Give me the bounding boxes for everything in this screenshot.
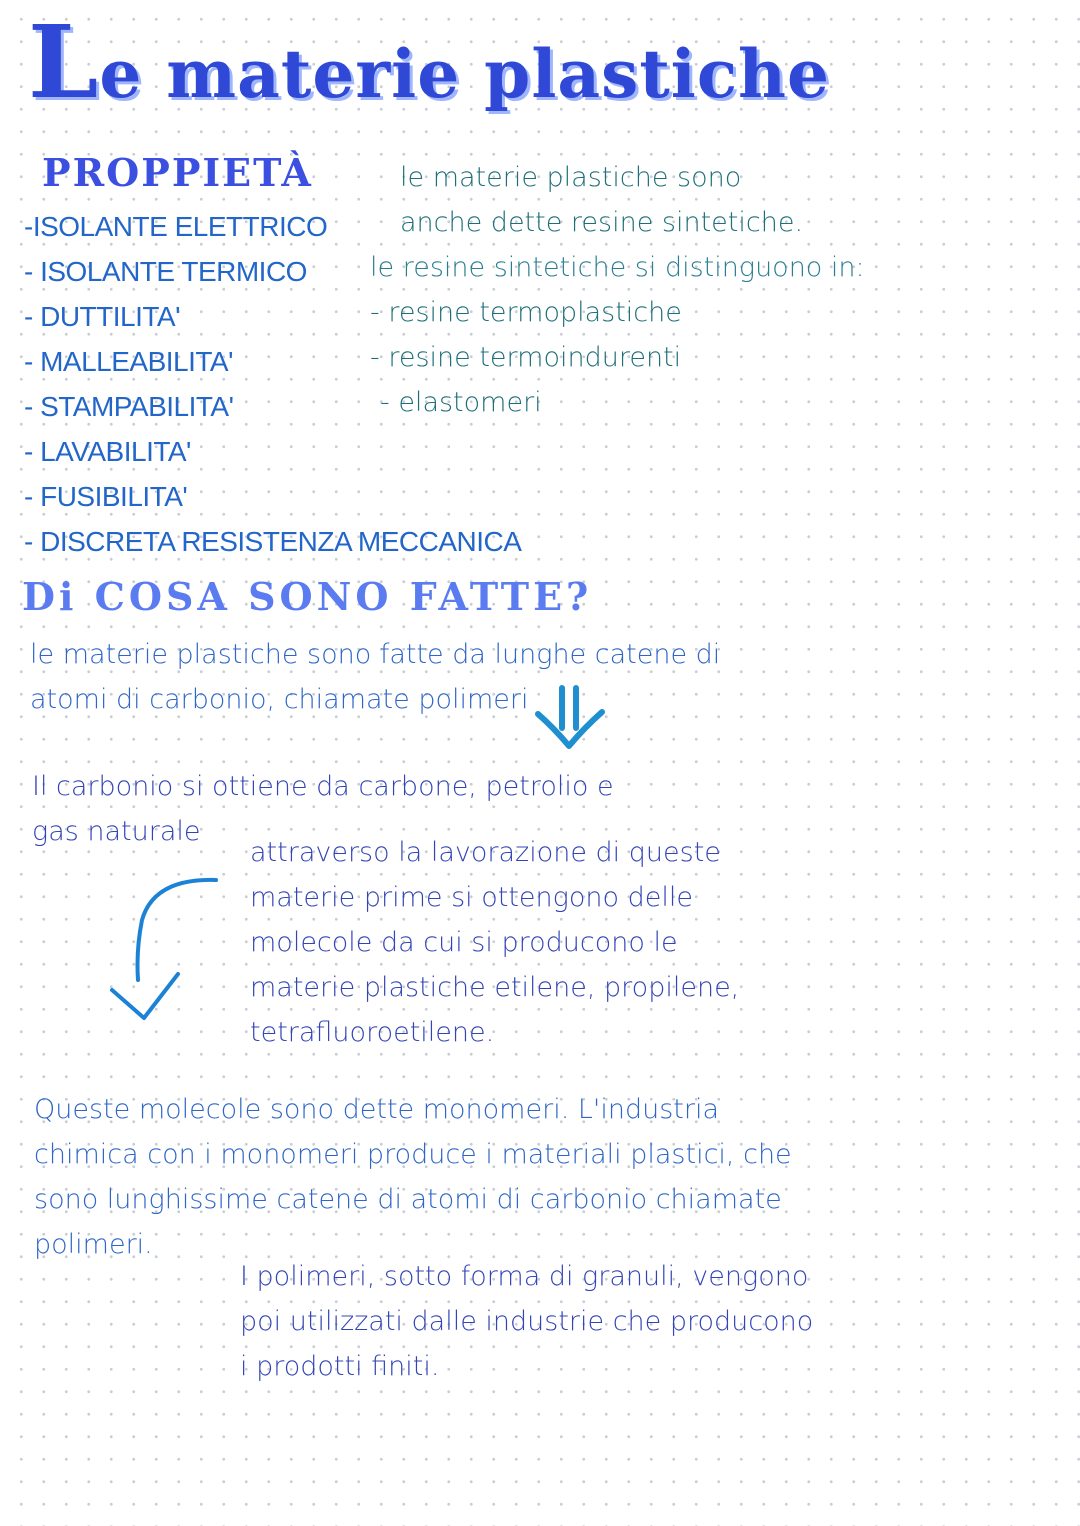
- composition-paragraph: [30, 632, 720, 722]
- text-line: Queste molecole sono dette monomeri. L'industria: [34, 1094, 719, 1125]
- text-line: attraverso la lavorazione di queste: [250, 837, 721, 868]
- text-line: le materie plastiche sono fatte da lunghe catene di: [30, 639, 721, 670]
- list-item: - FUSIBILITA': [24, 481, 188, 512]
- composition-heading: Di COSA SONO FATTE?: [22, 574, 593, 619]
- resins-distinguish: le resine sintetiche si distinguono in:: [370, 252, 865, 283]
- resin-type: - resine termoplastiche: [370, 297, 682, 328]
- properties-heading: PROPPIETÀ: [42, 150, 313, 195]
- text-line: tetrafluoroetilene.: [250, 1017, 495, 1048]
- text-line: gas naturale: [32, 816, 201, 847]
- text-line: poi utilizzati dalle industrie che producono: [240, 1306, 814, 1337]
- page-title: [28, 3, 831, 121]
- text-line: atomi di carbonio, chiamate polimeri: [30, 684, 529, 715]
- list-item: -ISOLANTE ELETTRICO: [24, 211, 328, 242]
- text-line: polimeri.: [34, 1229, 153, 1260]
- text-line: I polimeri, sotto forma di granuli, vengono: [240, 1261, 809, 1292]
- text-line: i prodotti finiti.: [240, 1351, 440, 1382]
- curved-arrow-icon: [104, 870, 224, 1030]
- resin-type: - elastomeri: [380, 387, 542, 418]
- text-line: sono lunghissime catene di atomi di carbonio chiamate: [34, 1184, 782, 1215]
- list-item: - ISOLANTE TERMICO: [24, 256, 307, 287]
- title-rest: e materie plastiche: [99, 35, 831, 113]
- text-line: molecole da cui si producono le: [250, 927, 678, 958]
- polymers-paragraph: [240, 1254, 813, 1389]
- processing-paragraph: [250, 830, 739, 1055]
- list-item: - DISCRETA RESISTENZA MECCANICA: [24, 526, 522, 557]
- title-initial: L: [28, 3, 100, 121]
- text-line: materie plastiche etilene, propilene,: [250, 972, 740, 1003]
- resins-block: [370, 155, 865, 425]
- list-item: - STAMPABILITA': [24, 391, 234, 422]
- text-line: Il carbonio si ottiene da carbone, petrolio e: [32, 771, 614, 802]
- resins-intro-line: anche dette resine sintetiche.: [400, 207, 804, 238]
- list-item: - DUTTILITA': [24, 301, 180, 332]
- text-line: chimica con i monomeri produce i materiali plastici, che: [34, 1139, 792, 1170]
- resins-intro-line: le materie plastiche sono: [400, 162, 742, 193]
- double-down-arrow-icon: [532, 684, 610, 754]
- list-item: - LAVABILITA': [24, 436, 191, 467]
- list-item: - MALLEABILITA': [24, 346, 233, 377]
- text-line: materie prime si ottengono delle: [250, 882, 693, 913]
- monomers-paragraph: [34, 1087, 792, 1267]
- resin-type: - resine termoindurenti: [370, 342, 682, 373]
